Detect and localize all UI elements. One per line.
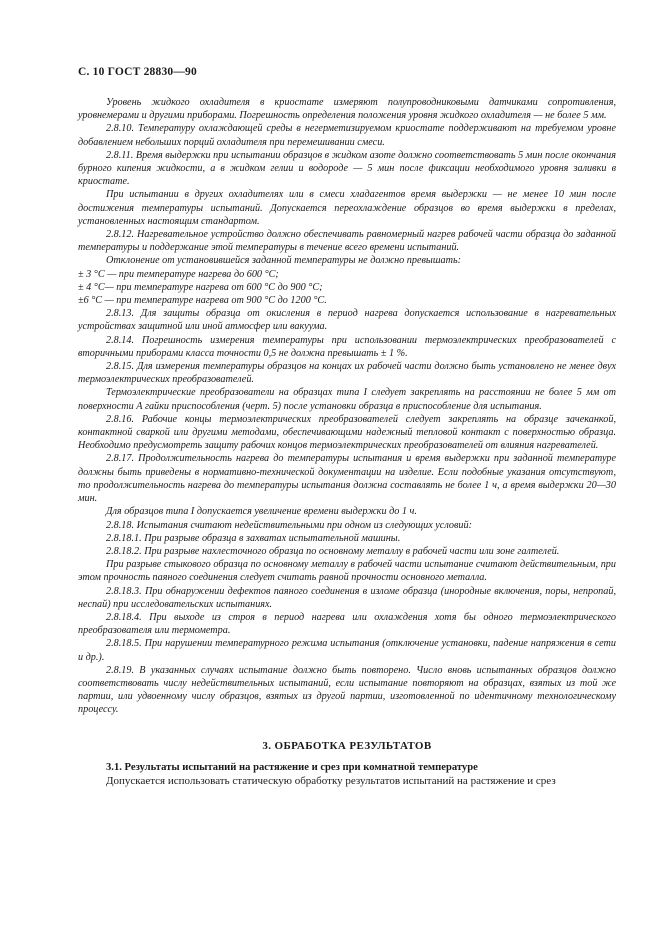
list-item: ± 3 °С — при температуре нагрева до 600 °С; (78, 268, 279, 280)
paragraph: 2.8.14. Погрешность измерения температуры при использовании термоэлектрических преобразователей с вторичными приборами класса точности 0,5 не должна превышать ± 1 %. (78, 334, 616, 359)
paragraph: 2.8.10. Температуру охлаждающей среды в негерметизируемом криостате поддерживают на требуемом уровне добавлением небольших порций охладителя при перемешивании смеси. (78, 123, 616, 148)
paragraph: 2.8.18.3. При обнаружении дефектов паяного соединения в изломе образца (инородные включения, поры, непропай, неспай) при исследовательских испытаниях. (78, 585, 616, 610)
section-text: Допускается использовать статическую обработку результатов испытаний на растяжение и срез (106, 774, 556, 787)
paragraph: 2.8.18.5. При нарушении температурного режима испытания (отключение установки, падение напряжения в сети и др.). (78, 638, 616, 663)
subsection-title: 3.1. Результаты испытаний на растяжение и срез при комнатной температуре (106, 761, 478, 773)
list-item: ± 4 °С— при температуре нагрева от 600 °С до 900 °С; (78, 281, 323, 293)
page-content (78, 96, 616, 788)
paragraph: Для образцов типа I допускается увеличение времени выдержки до 1 ч. (106, 506, 417, 518)
paragraph: Уровень жидкого охладителя в криостате измеряют полупроводниковыми датчиками сопротивления, уровнемерами и другими приборами. Погрешность определения положения уровня жидкого охладителя — не более 5 мм. (78, 97, 616, 122)
list-item: ±6 °С — при температуре нагрева от 900 °С до 1200 °С. (78, 295, 327, 307)
paragraph: 2.8.11. Время выдержки при испытании образцов в жидком азоте должно соответствовать 5 мин после окончания бурного кипения жидкости, а в жидком гелии и водороде — 5 мин после фиксации необходимого уровня заливки в криостате. (78, 149, 616, 188)
paragraph: 2.8.18. Испытания считают недействительными при одном из следующих условий: (106, 519, 472, 531)
body-text (78, 96, 616, 717)
paragraph: 2.8.19. В указанных случаях испытание должно быть повторено. Число вновь испытанных образцов должно соответствовать числу недействительных испытаний, если испытание повторяют на образцах, взятых из той же партии, или удвоенному числу образцов, взятых из другой партии, изготовленной по идентичному технологическому процессу. (78, 664, 616, 716)
paragraph: 2.8.15. Для измерения температуры образцов на концах их рабочей части должно быть установлено не менее двух термоэлектрических преобразователей. (78, 361, 616, 386)
paragraph: При испытании в других охладителях или в смеси хладагентов время выдержки — не менее 10 мин после достижения температуры испытаний. Допускается переохлаждение образцов во время выдержки в пределах, установленных настоящим стандартом. (78, 189, 616, 227)
paragraph: Отклонение от установившейся заданной температуры не должно превышать: (106, 255, 461, 267)
paragraph: 2.8.12. Нагревательное устройство должно обеспечивать равномерный нагрев рабочей части образца до заданной температуры и поддержание этой температуры в течение всего времени испытаний. (78, 229, 616, 254)
paragraph: 2.8.16. Рабочие концы термоэлектрических преобразователей следует закреплять на образце зачеканкой, контактной сваркой или другими методами, обеспечивающими надежный тепловой контакт с поверхностью образца. Необходимо предусмотреть защиту рабочих концов термоэлектрических преобразователей от влияния нагревателей. (78, 413, 616, 452)
paragraph: 2.8.17. Продолжительность нагрева до температуры испытания и время выдержки при заданной температуре должны быть приведены в нормативно-технической документации на изделие. Если подобные указания отсутствуют, то продолжительность нагрева до температуры испытания должна составлять не более 1 ч, а время выдержки 20—30 мин. (78, 453, 616, 505)
paragraph: 2.8.18.4. При выходе из строя в период нагрева или охлаждения хотя бы одного термоэлектрического преобразователя или термометра. (78, 611, 616, 637)
paragraph: Термоэлектрические преобразователи на образцах типа I следует закреплять на расстоянии не более 5 мм от поверхности А гайки приспособления (черт. 5) после установки образца в приспособление для испытания. (78, 387, 616, 412)
page-header: С. 10 ГОСТ 28830—90 (78, 66, 197, 78)
paragraph: 2.8.13. Для защиты образца от окисления в период нагрева допускается использование в нагревательных устройствах защитной или иной атмосфер или вакуума. (78, 308, 616, 333)
paragraph: 2.8.18.1. При разрыве образца в захватах испытательной машины. (106, 532, 401, 544)
section-title: 3. ОБРАБОТКА РЕЗУЛЬТАТОВ (262, 739, 432, 752)
paragraph: 2.8.18.2. При разрыве нахлесточного образца по основному металлу в рабочей части или зоне галтелей. (106, 545, 560, 557)
paragraph: При разрыве стыкового образца по основному металлу в рабочей части испытание считают действительным, при этом прочность паяного соединения следует считать равной прочности основного металла. (78, 559, 616, 584)
